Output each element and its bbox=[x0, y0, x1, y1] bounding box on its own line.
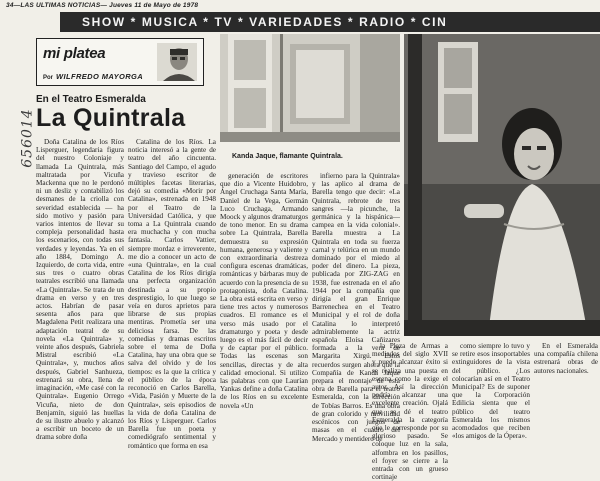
article-column-2 bbox=[128, 138, 216, 466]
author-portrait-image bbox=[157, 43, 197, 81]
article-headline: La Quintrala bbox=[36, 104, 186, 132]
article-column-6 bbox=[452, 342, 530, 466]
article-text-col6: como siempre lo tuvo y se retire esos insoportables extinguidores de la vista del público. ¿Los colocarían así en el Teatro Municipal? Es de suponer que la Corporación Edilicia sienta que el público del teatro Esmeralda los mismos acomodados que reciben «los amigos de la Ópera». bbox=[452, 342, 530, 441]
page-number: 34 bbox=[6, 2, 14, 9]
newspaper-name: —LAS ULTIMAS NOTICIAS bbox=[13, 2, 101, 9]
article-photo-left bbox=[220, 34, 400, 142]
article-text-col5: la Plaza de Armas a mediados del siglo XVII y puede alcanzar éxito si se realiza una puesta en escena como la exige el autor. Así la dirección podría alcanzar una excelente creación. Ojalá que se dé el teatro Esmeralda la categoría que le corresponde por su glorioso pasado. Se coloque luz en la sala, alfombra en los pasillos, el foyer se cierre a la entrada con un grueso cortinaje bbox=[372, 342, 448, 481]
actress-photo bbox=[404, 34, 600, 336]
article-column-3 bbox=[220, 172, 308, 466]
article-text-col2: Catalina de los Ríos. La noticia interesó a la gente de teatro del año cincuenta. Santiago del Campo, el agudo y travieso escritor de múltiples facetas literarias, dejó su comedia «Morir por Catalina», estrenada en 1948 por el Teatro de la Universidad Católica, y que toma a La Quintrala cuando era muchacha y con mucha fantasía. Carlos Vattier, siempre mordaz e irreverente, me dio a conocer un acto de «una Quintrala», en la cual Catalina de los Ríos dirigía una perfecta organización destinada a su propio desprestigio, lo que luego se veía en duros aprietos para librarse de sus propias mentiras. Prometía ser una deliciosa farsa. De las comedias y dramas escritos sobre el tema de Doña Catalina, hay una obra que se salva del olvido y de los tiempos: es la que la crítica y el público de la época reconoció en Carlos Barella, «Vida, Pasión y Muerte de la Quintrala», seis episodios de la vida de doña Catalina de los Ríos y Lisperguer. Carlos Barella fue un poeta y comediógrafo sentimental y romántico que forma en esa bbox=[128, 138, 216, 450]
actress-portrait-image bbox=[404, 34, 600, 336]
article-text-col4: infierno para la Quintrala» y las aplico al drama de Barella tengo que decir: «La Quintrala, rebrote de tres sangres —la picunche, la germánica y la hispánica— campea en la vida colonial». Barella muestra a La Quintrala en toda su fuerza carnal y telúrica en un mundo dominado por el miedo al poder del dinero. La pieza, publicada por ZIG-ZAG en 1938, fue estrenada en el año 1944 por la compañía que dirigía el gran Enrique Barrenechea en el Teatro Municipal y el rol de doña Catalina lo interpretó admirablemente la actriz española Eloísa Cañizares formada a la vera de Margarita Xirgú. Estos recuerdos surgen ahora que la Compañía de Kanda Jaque prepara el montaje de esta obra de Barella para el teatro Esmeralda, con la dirección de Tobías Barros. Es una obra de gran colorido y movilidad escénicos con juegos de masas en el cuadro del Mercado y mentidero de bbox=[312, 172, 400, 443]
byline-prefix: Por bbox=[43, 75, 54, 81]
column-masthead bbox=[36, 38, 204, 86]
article-column-5 bbox=[372, 342, 448, 481]
article-kicker: En el Teatro Esmeralda bbox=[36, 94, 146, 105]
column-title: mi platea bbox=[43, 45, 106, 62]
banner-text: SHOW * MUSICA * TV * VARIEDADES * RADIO * CIN bbox=[82, 15, 448, 29]
column-byline bbox=[43, 72, 143, 81]
article-text-col3: generación de escritores que dio a Vicente Huidobro, Ángel Cruchaga Santa María, Daniel de la Vega, Germán Luco Cruchaga, Armando Moock y algunos dramaturgos de tono menor. En su drama sobre La Quintrala, Barella demuestra su expresión humana, generosa y valiente y con extraordinaria destreza configura escenas dramáticas, románticas y bárbaras muy de acuerdo con la presencia de su protagonista, doña Catalina. La obra está escrita en verso y tiene tres actos y numerosos cuadros. El romance es el verso más usado por el dramaturgo y poeta y desde luego es el más fácil de decir y de captar por el público. Todas las escenas son sencillas, directas y de alta calidad emocional. Si utilizo las palabras con que Laurían Yankas define a doña Catalina de los Ríos en su excelente novela «Un bbox=[220, 172, 308, 410]
handwritten-number-text: 656014 bbox=[19, 108, 36, 168]
article-text-col7: En el Esmeralda una compañía chilena estrenará obras de autores nacionales. bbox=[534, 342, 598, 375]
article-text-col1: Doña Catalina de los Ríos Lisperguer, legendaria figura del nuestro Coloniaje y llamada La Quintrala, más maltratada por Vicuña Mackenna que no le perdonó ni un desliz y contabilizó los desmanes de la criolla con severidad establecida — ha sido motivo y pasión para varios intentos de llevar su compleja personalidad hasta los escenarios, con todas sus verdades y leyendas. Ya en el año 1884, Domingo A. Izquierdo, de corta vida, entre sus tres o cuatro obras teatrales escribió una llamada «La Quintrala». Se trata de un drama en verso y en tres actos. Habrían de pasar sesenta años para que Magdalena Petit realizara una adaptación teatral de su novela «La Quintrala» y, veinte años después, Gabriela Mistral escribió «La Quintrala», y, muchos años después, Gabriel Sanhueza, estrenará su obra, llena de imaginación, «Me casé con la Quintrala». Eugenio Orrego Vicuña, nieto de don Benjamín, siguió las huellas de su ilustre abuelo y alcanzó a escribir un boceto de un drama sobre doña bbox=[36, 138, 124, 442]
handwritten-archive-number bbox=[10, 108, 36, 172]
section-banner bbox=[60, 12, 600, 32]
author-name: WILFREDO MAYORGA bbox=[56, 72, 144, 81]
theatre-interior-image bbox=[220, 34, 400, 142]
page-header bbox=[6, 2, 198, 9]
photo-caption: Kanda Jaque, flamante Quintrala. bbox=[232, 153, 343, 160]
article-column-7 bbox=[534, 342, 598, 466]
article-column-1 bbox=[36, 138, 124, 466]
issue-date: — Jueves 11 de Mayo de 1978 bbox=[100, 2, 199, 9]
